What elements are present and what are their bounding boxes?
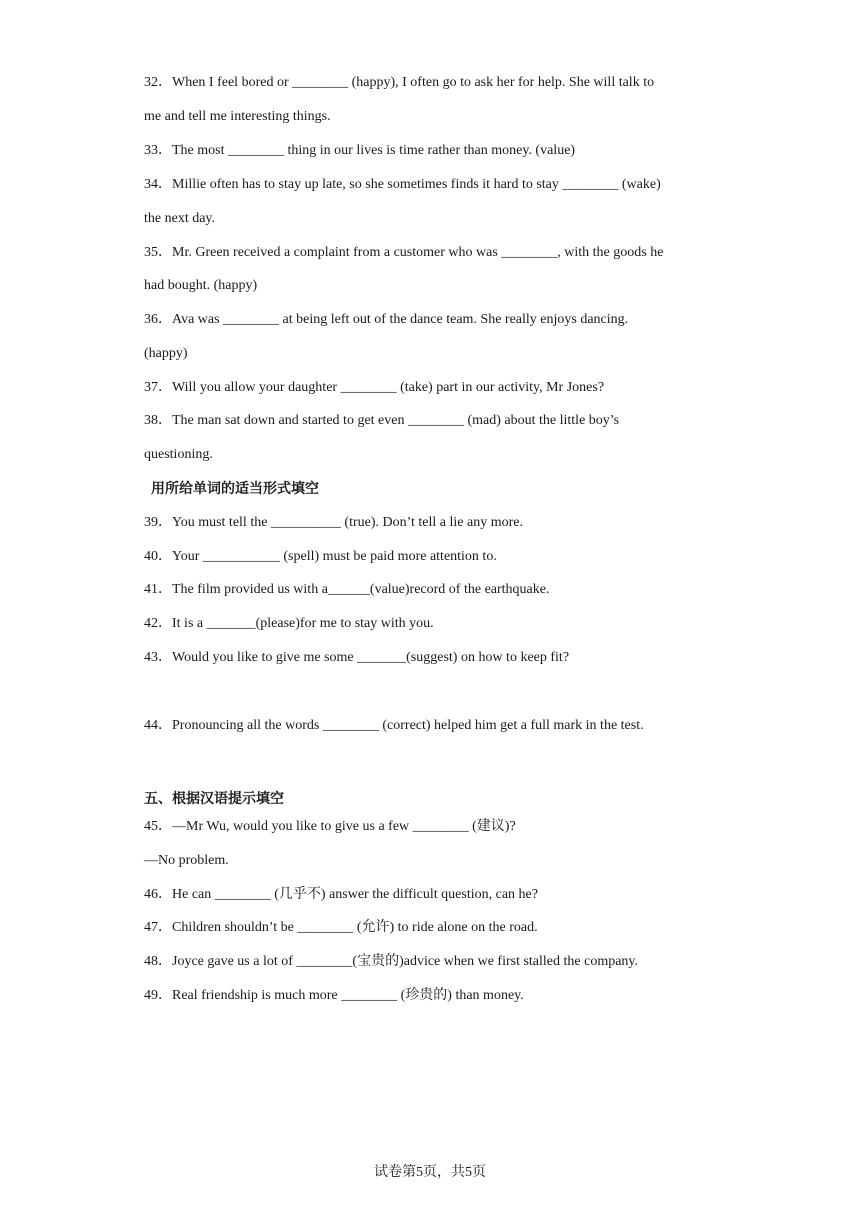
q36-line1: 36．Ava was ________ at being left out of the dance team. She really enjoys dancing. (144, 312, 629, 327)
q37: 37．Will you allow your daughter ________ (take) part in our activity, Mr Jones? (144, 380, 605, 395)
q33: 33．The most ________ thing in our lives is time rather than money. (value) (144, 143, 576, 158)
q40: 40．Your ___________ (spell) must be paid more attention to. (144, 549, 497, 564)
section-heading-word-form: 用所给单词的适当形式填空 (151, 481, 319, 497)
q47: 47．Children shouldn’t be ________ (允许) to ride alone on the road. (144, 920, 538, 935)
q42: 42．It is a _______(please)for me to stay with you. (144, 616, 434, 631)
q35-line1: 35．Mr. Green received a complaint from a customer who was ________, with the goods he (144, 245, 664, 260)
q38-line2: questioning. (144, 447, 213, 462)
q35-line2: had bought. (happy) (144, 278, 258, 293)
q49: 49．Real friendship is much more ________ (珍贵的) than money. (144, 988, 524, 1003)
q48: 48．Joyce gave us a lot of ________(宝贵的)advice when we first stalled the company. (144, 954, 639, 969)
page-footer: 试卷第5页，共5页 (374, 1165, 486, 1180)
q34-line2: the next day. (144, 211, 216, 226)
q36-line2: (happy) (144, 346, 188, 361)
q45-line1: 45．—Mr Wu, would you like to give us a few ________ (建议)? (144, 819, 516, 834)
q34-line1: 34．Millie often has to stay up late, so she sometimes finds it hard to stay ________ (wake) (144, 177, 661, 192)
q43: 43．Would you like to give me some _______(suggest) on how to keep fit? (144, 650, 570, 665)
q45-line2: —No problem. (144, 853, 229, 868)
q41: 41．The film provided us with a______(value)record of the earthquake. (144, 582, 550, 597)
q32-line1: 32．When I feel bored or ________ (happy), I often go to ask her for help. She will talk to (144, 75, 655, 90)
q44: 44．Pronouncing all the words ________ (correct) helped him get a full mark in the test. (144, 718, 644, 733)
q39: 39．You must tell the __________ (true). Don’t tell a lie any more. (144, 515, 523, 530)
q46: 46．He can ________ (几乎不) answer the difficult question, can he? (144, 887, 538, 902)
section-heading-five: 五、根据汉语提示填空 (144, 791, 284, 807)
q32-line2: me and tell me interesting things. (144, 109, 331, 124)
q38-line1: 38．The man sat down and started to get even ________ (mad) about the little boy’s (144, 413, 620, 428)
